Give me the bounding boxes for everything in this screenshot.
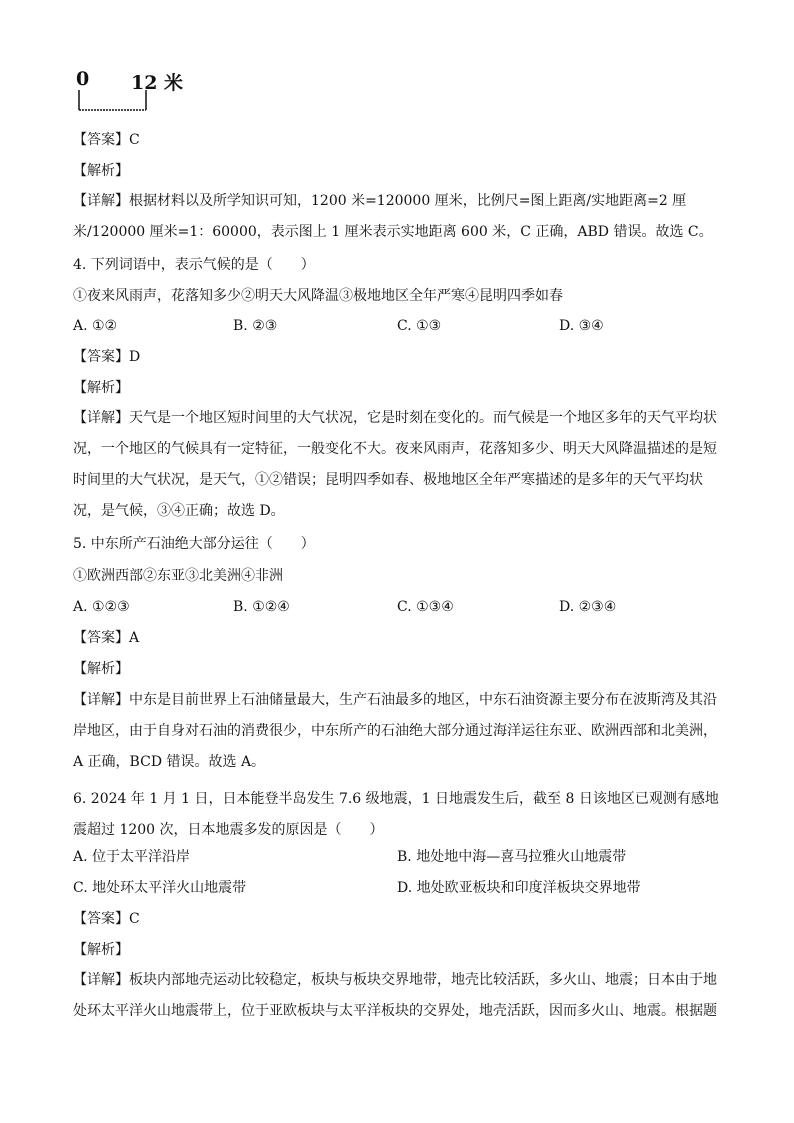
scale-bar bbox=[76, 68, 186, 116]
q3-analysis: 【解析】 bbox=[73, 163, 129, 179]
q3-detail: 【详解】根据材料以及所学知识可知，1200 米=120000 厘米，比例尺=图上距离/实地距离=2 厘米/120000 厘米=1：60000，表示图上 1 厘米表示实地距离 600 米，C 正确，ABD 错误。故选 C。 bbox=[73, 193, 713, 240]
q4-option-d: D. ③④ bbox=[559, 318, 604, 334]
q4-option-b: B. ②③ bbox=[233, 318, 278, 334]
q6-answer: 【答案】C bbox=[73, 911, 140, 927]
q6-option-b: B. 地处地中海—喜马拉雅火山地震带 bbox=[397, 849, 627, 865]
q5-option-a: A. ①②③ bbox=[73, 599, 130, 615]
q4-option-a: A. ①② bbox=[73, 318, 118, 334]
q6-option-c: C. 地处环太平洋火山地震带 bbox=[73, 880, 247, 896]
scale-zero-label: 0 bbox=[76, 68, 90, 90]
q5-detail: 【详解】中东是目前世界上石油储量最大，生产石油最多的地区，中东石油资源主要分布在波斯湾及其沿岸地区，由于自身对石油的消费很少，中东所产的石油绝大部分通过海洋运往东亚、欧洲西部和北美洲，A 正确，BCD 错误。故选 A。 bbox=[73, 692, 717, 770]
q6-stem: 6. 2024 年 1 月 1 日，日本能登半岛发生 7.6 级地震，1 日地震发生后，截至 8 日该地区已观测有感地震超过 1200 次，日本地震多发的原因是（ ） bbox=[73, 791, 719, 838]
q4-stem: 4. 下列词语中，表示气候的是（ ） bbox=[73, 257, 315, 273]
q5-stem: 5. 中东所产石油绝大部分运往（ ） bbox=[73, 536, 315, 552]
q4-analysis: 【解析】 bbox=[73, 380, 129, 396]
q6-option-a: A. 位于太平洋沿岸 bbox=[73, 849, 191, 865]
q5-analysis: 【解析】 bbox=[73, 661, 129, 677]
q6-option-d: D. 地处欧亚板块和印度洋板块交界地带 bbox=[397, 880, 641, 896]
q5-option-d: D. ②③④ bbox=[559, 599, 617, 615]
q5-option-c: C. ①③④ bbox=[397, 599, 454, 615]
q6-analysis: 【解析】 bbox=[73, 942, 129, 958]
q5-items: ①欧洲西部②东亚③北美洲④非洲 bbox=[73, 568, 283, 584]
q4-option-c: C. ①③ bbox=[397, 318, 442, 334]
q5-answer: 【答案】A bbox=[73, 630, 140, 646]
q3-answer: 【答案】C bbox=[73, 132, 140, 148]
q4-detail: 【详解】天气是一个地区短时间里的大气状况，它是时刻在变化的。而气候是一个地区多年的天气平均状况，一个地区的气候具有一定特征，一般变化不大。夜来风雨声，花落知多少、明天大风降温描述的是短时间里的大气状况，是天气，①②错误；昆明四季如春、极地地区全年严寒描述的是多年的天气平均状况，是气候，③④正确；故选 D。 bbox=[73, 410, 717, 519]
q5-option-b: B. ①②④ bbox=[233, 599, 290, 615]
scale-length-label: 12 米 bbox=[131, 72, 184, 94]
scale-bar-line bbox=[76, 88, 156, 114]
q4-answer: 【答案】D bbox=[73, 349, 141, 365]
q6-detail: 【详解】板块内部地壳运动比较稳定，板块与板块交界地带，地壳比较活跃，多火山、地震；日本由于地处环太平洋火山地震带上，位于亚欧板块与太平洋板块的交界处，地壳活跃，因而多火山、地震。根据题 bbox=[73, 972, 717, 1019]
q4-items: ①夜来风雨声，花落知多少②明天大风降温③极地地区全年严寒④昆明四季如春 bbox=[73, 288, 563, 304]
